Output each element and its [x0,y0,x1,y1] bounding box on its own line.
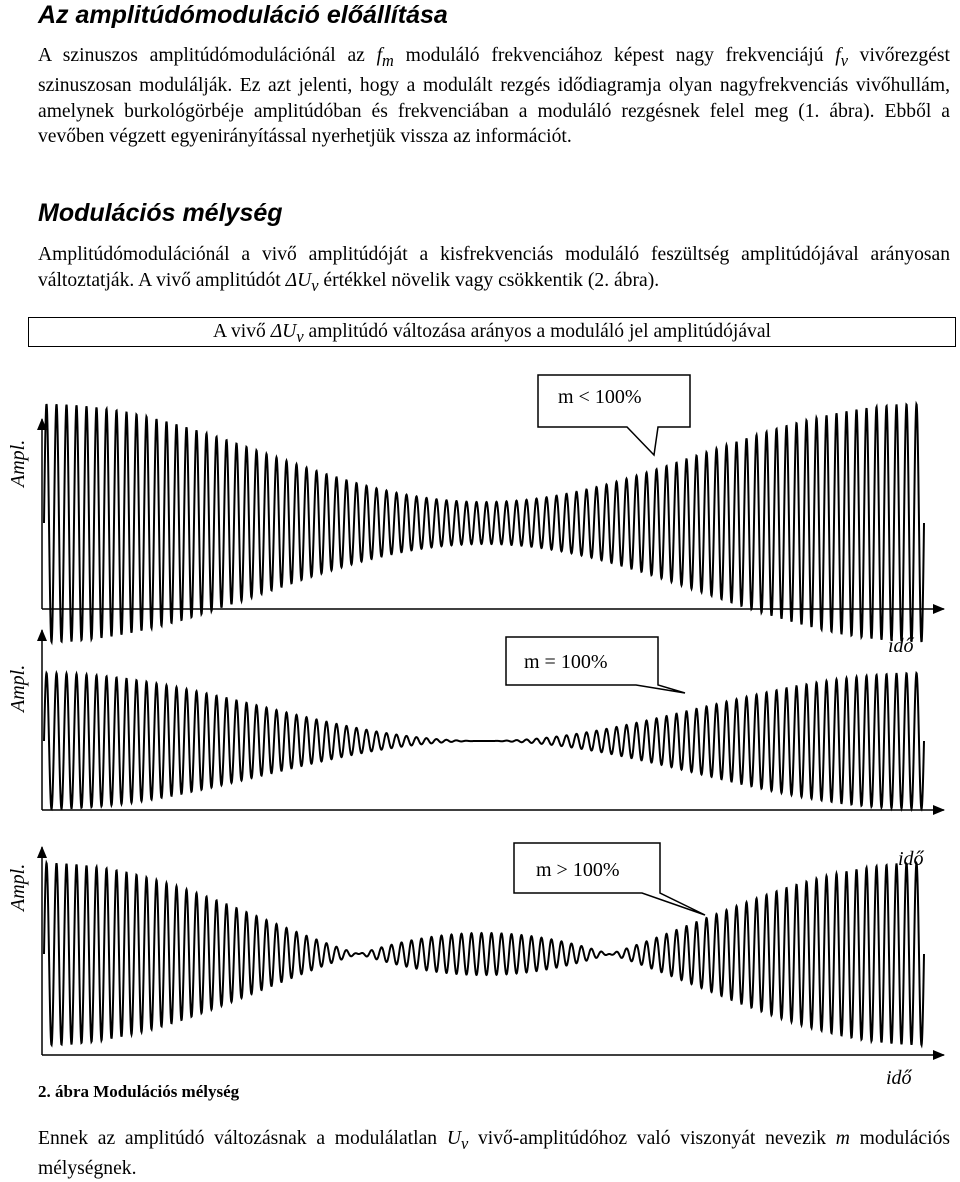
section-title-am-generation: Az amplitúdómoduláció előállítása [38,1,448,29]
am-wave-m-equal-100 [44,673,924,809]
x-label-3: idő [886,1067,912,1085]
am-wave-m-greater-100 [44,863,924,1045]
modulation-depth-figure [0,355,960,1085]
callout-label-2: m = 100% [524,651,608,673]
paragraph-definition: Ennek az amplitúdó változásnak a modulálatlan $U_v$ vivő-amplitúdóhoz való viszonyát nevezik m modulációs mélységnek. [38,1128,950,1180]
callout-label-3: m > 100% [536,859,620,881]
panel-m-less-100 [42,375,944,642]
paragraph-am-generation: A szinuszos amplitúdómodulációnál az $f_m$ moduláló frekvenciához képest nagy frekvenciájú $f_v$ vivőrezgést szinuszosan modulálják. Ez azt jelenti, hogy a modulált rezgés idődiagramja olyan nagyfrekvenciás vivőhullám, amelynek burkológörbéje amplitúdóban és frekvenciában a moduláló rezgésnek felel meg (1. ábra). Ebből a vevőben végzett egyenirányítással nyerhetjük vissza az információt. [38,45,950,148]
boxed-statement: A vivő $\Delta U_v$ amplitúdó változása arányos a moduláló jel amplitúdójával [28,317,956,347]
panel-m-equal-100 [42,630,944,810]
ampl-label-1: Ampl. [7,439,29,487]
section-title-modulation-depth: Modulációs mélység [38,199,283,227]
am-wave-m-less-100 [44,404,924,642]
figure-caption: 2. ábra Modulációs mélység [38,1082,240,1101]
x-label-2: idő [898,848,924,870]
panel-m-greater-100 [42,843,944,1085]
paragraph-modulation-depth: Amplitúdómodulációnál a vivő amplitúdóját a kisfrekvenciás moduláló feszültség amplitúdójával arányosan változtatják. A vivő amplitúdót $\Delta U_v$ értékkel növelik vagy csökkentik (2. ábra). [38,244,950,295]
ampl-label-2: Ampl. [7,664,29,712]
ampl-label-3: Ampl. [7,863,29,911]
callout-label-1: m < 100% [558,386,642,408]
x-label-1: idő [888,635,914,657]
